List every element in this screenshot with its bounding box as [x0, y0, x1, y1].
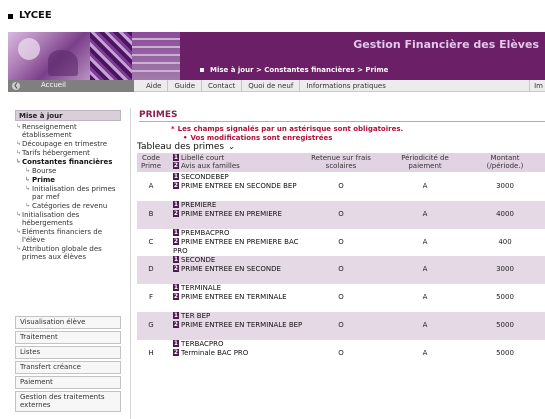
- sidebar: [15, 110, 121, 419]
- number-1-icon: 1: [173, 173, 179, 180]
- col-libelle-court: Libellé court: [181, 154, 225, 162]
- site-name: LYCEE: [19, 10, 52, 21]
- back-arrow-icon: ❮: [13, 82, 19, 89]
- col-montant: Montant (/période.): [486, 154, 524, 170]
- prime-long-label: PRIME ENTREE EN SECONDE: [181, 265, 281, 273]
- prime-short-line: [173, 340, 308, 349]
- prime-long-label: PRIME ENTREE EN TERMINALE BEP: [181, 321, 303, 329]
- prime-libelle: [173, 284, 308, 302]
- arrow-icon: ↳: [25, 176, 31, 183]
- main-content: [130, 108, 545, 419]
- prime-retenue: O: [338, 321, 344, 329]
- prime-retenue: O: [338, 293, 344, 301]
- prime-code: B: [148, 210, 154, 218]
- prime-short-line: [173, 284, 308, 293]
- sidebar-item-label: Initialisation des hébergements: [22, 211, 80, 227]
- prime-retenue: O: [338, 182, 344, 190]
- prime-short-label: SECONDEBEP: [181, 173, 229, 181]
- prime-short-line: [173, 256, 308, 265]
- title-divider: [139, 121, 545, 122]
- table-title-text: Tableau des primes: [137, 142, 225, 152]
- col-code: Code Prime: [140, 154, 162, 170]
- sidebar-item-label: Tarifs hébergement: [22, 149, 90, 157]
- prime-short-line: [173, 229, 308, 238]
- prime-long-line: [173, 265, 308, 274]
- header-banner: [8, 32, 545, 80]
- saved-note: [183, 134, 332, 142]
- number-2-icon: 2: [173, 238, 179, 245]
- prime-code: H: [148, 349, 154, 357]
- banner-pattern-image: [90, 32, 132, 80]
- banner-photo: [8, 32, 90, 80]
- prime-retenue: O: [338, 238, 344, 246]
- prime-long-label: PRIME ENTREE EN PREMIERE: [181, 210, 282, 218]
- col-libelle: [173, 154, 240, 170]
- nav-item[interactable]: Contact: [201, 80, 241, 92]
- prime-libelle: [173, 229, 308, 256]
- table-row[interactable]: [137, 312, 545, 340]
- prime-short-label: TERBACPRO: [181, 340, 224, 348]
- prime-short-line: [173, 201, 308, 210]
- required-fields-note: [171, 125, 403, 133]
- number-1-icon: 1: [173, 229, 179, 236]
- prime-libelle: [173, 312, 308, 330]
- col-periodicite: Périodicité de paiement: [401, 154, 449, 170]
- prime-long-label: PRIME ENTREE EN PREMIERE BAC PRO: [173, 238, 299, 255]
- sidebar-section-button[interactable]: Paiement: [15, 376, 121, 389]
- sidebar-item[interactable]: [15, 202, 121, 210]
- arrow-icon: ↳: [16, 211, 22, 218]
- prime-long-line: [173, 210, 308, 219]
- prime-montant: 5000: [496, 349, 514, 357]
- sidebar-item[interactable]: [15, 167, 121, 175]
- prime-periodicite: A: [422, 265, 428, 273]
- prime-libelle: [173, 256, 308, 274]
- prime-periodicite: A: [422, 293, 428, 301]
- prime-short-label: TER BEP: [181, 312, 211, 320]
- square-bullet-icon: [8, 14, 13, 19]
- bullet-icon: •: [183, 134, 188, 142]
- nav-item[interactable]: Informations pratiques: [299, 80, 392, 92]
- arrow-icon: ↳: [16, 158, 22, 165]
- prime-code: F: [148, 293, 154, 301]
- prime-long-line: [173, 321, 308, 330]
- prime-short-label: TERMINALE: [181, 284, 222, 292]
- sidebar-section-button[interactable]: Gestion des traitements externes: [15, 391, 121, 412]
- number-1-icon: 1: [173, 340, 179, 347]
- prime-montant: 400: [498, 238, 512, 246]
- arrow-icon: ↳: [16, 245, 22, 252]
- sidebar-section-button[interactable]: Traitement: [15, 331, 121, 344]
- chevron-down-icon[interactable]: ⌄: [228, 142, 235, 151]
- table-row[interactable]: [137, 229, 545, 257]
- table-row[interactable]: [137, 201, 545, 229]
- sidebar-item[interactable]: [15, 245, 121, 261]
- prime-montant: 3000: [496, 182, 514, 190]
- nav-item[interactable]: Quoi de neuf: [241, 80, 299, 92]
- prime-montant: 5000: [496, 293, 514, 301]
- sidebar-item-label: Bourse: [32, 167, 57, 175]
- home-label: Accueil: [41, 81, 66, 89]
- prime-libelle: [173, 201, 308, 219]
- prime-short-line: [173, 312, 308, 321]
- number-2-icon: 2: [173, 182, 179, 189]
- sidebar-item[interactable]: [15, 228, 121, 244]
- number-1-icon: 1: [173, 154, 179, 161]
- sidebar-item[interactable]: [15, 149, 121, 157]
- prime-long-line: [173, 349, 308, 358]
- prime-long-label: Terminale BAC PRO: [181, 349, 249, 357]
- table-header: [137, 153, 545, 172]
- table-row[interactable]: [137, 284, 545, 312]
- sidebar-item[interactable]: [15, 185, 121, 201]
- number-1-icon: 1: [173, 284, 179, 291]
- number-2-icon: 2: [173, 210, 179, 217]
- prime-libelle: [173, 173, 308, 191]
- prime-short-label: PREMIERE: [181, 201, 217, 209]
- prime-montant: 4000: [496, 210, 514, 218]
- col-retenue: Retenue sur frais scolaires: [311, 154, 371, 170]
- prime-retenue: O: [338, 210, 344, 218]
- sidebar-heading[interactable]: Mise à jour: [15, 110, 121, 121]
- number-1-icon: 1: [173, 312, 179, 319]
- prime-montant: 5000: [496, 321, 514, 329]
- arrow-icon: ↳: [25, 202, 31, 209]
- prime-periodicite: A: [422, 349, 428, 357]
- sidebar-sections: [15, 316, 121, 414]
- prime-periodicite: A: [422, 182, 428, 190]
- sidebar-item[interactable]: [15, 140, 121, 148]
- required-fields-text: Les champs signalés par un astérisque sont obligatoires.: [177, 125, 404, 133]
- prime-code: D: [148, 265, 154, 273]
- saved-text: Vos modifications sont enregistrées: [190, 134, 333, 142]
- prime-libelle: [173, 340, 308, 358]
- table-row[interactable]: [137, 173, 545, 201]
- arrow-icon: ↳: [16, 140, 22, 147]
- top-nav: [8, 80, 545, 92]
- sidebar-item[interactable]: [15, 211, 121, 227]
- nav-item[interactable]: Aide: [146, 82, 162, 90]
- arrow-icon: ↳: [16, 123, 22, 130]
- prime-code: C: [148, 238, 154, 246]
- number-2-icon: 2: [173, 162, 179, 169]
- sidebar-item-label: Constantes financières: [22, 158, 113, 166]
- prime-short-label: PREMBACPRO: [181, 229, 230, 237]
- number-2-icon: 2: [173, 293, 179, 300]
- sidebar-item[interactable]: [15, 123, 121, 139]
- sidebar-item-label: Initialisation des primes par mef: [32, 185, 116, 201]
- sidebar-section-button[interactable]: Transfert créance: [15, 361, 121, 374]
- number-1-icon: 1: [173, 201, 179, 208]
- prime-code: G: [148, 321, 154, 329]
- table-row[interactable]: [137, 256, 545, 284]
- number-2-icon: 2: [173, 265, 179, 272]
- sidebar-item[interactable]: [15, 176, 121, 184]
- prime-retenue: O: [338, 349, 344, 357]
- page-title: PRIMES: [139, 110, 178, 120]
- number-2-icon: 2: [173, 321, 179, 328]
- breadcrumb-bullet-icon: [200, 68, 204, 72]
- prime-short-label: SECONDE: [181, 256, 216, 264]
- prime-montant: 3000: [496, 265, 514, 273]
- sidebar-item-label: Renseignement établissement: [22, 123, 77, 139]
- top-bar: [0, 0, 545, 32]
- prime-periodicite: A: [422, 238, 428, 246]
- table-title[interactable]: [137, 142, 235, 152]
- home-button[interactable]: [8, 80, 134, 92]
- app-title: Gestion Financière des Elèves: [353, 38, 539, 51]
- table-row[interactable]: [137, 340, 545, 368]
- sidebar-item-label: Catégories de revenu: [32, 202, 108, 210]
- asterisk-icon: *: [171, 125, 175, 133]
- number-2-icon: 2: [173, 349, 179, 356]
- prime-long-label: PRIME ENTREE EN SECONDE BEP: [181, 182, 297, 190]
- prime-code: A: [148, 182, 154, 190]
- prime-short-line: [173, 173, 308, 182]
- arrow-icon: ↳: [25, 167, 31, 174]
- arrow-icon: ↳: [25, 185, 31, 192]
- sidebar-tree: [15, 123, 121, 261]
- sidebar-item-label: Attribution globale des primes aux élèves: [22, 245, 102, 261]
- nav-menu: [140, 80, 392, 92]
- breadcrumb: [200, 66, 388, 74]
- prime-periodicite: A: [422, 321, 428, 329]
- prime-long-line: [173, 293, 308, 302]
- col-avis: Avis aux familles: [181, 162, 240, 170]
- sidebar-item[interactable]: [15, 158, 121, 166]
- banner-stripes: [132, 32, 180, 80]
- arrow-icon: ↳: [16, 228, 22, 235]
- prime-retenue: O: [338, 265, 344, 273]
- sidebar-item-label: Prime: [32, 176, 56, 184]
- arrow-icon: ↳: [16, 149, 22, 156]
- breadcrumb-text[interactable]: Mise à jour > Constantes financières > Prime: [210, 66, 389, 74]
- prime-periodicite: A: [422, 210, 428, 218]
- prime-long-line: [173, 238, 308, 256]
- sidebar-section-button[interactable]: Listes: [15, 346, 121, 359]
- nav-item[interactable]: Guide: [167, 80, 201, 92]
- prime-long-line: [173, 182, 308, 191]
- sidebar-section-button[interactable]: Visualisation élève: [15, 316, 121, 329]
- number-1-icon: 1: [173, 256, 179, 263]
- sidebar-item-label: Découpage en trimestre: [22, 140, 108, 148]
- nav-item-truncated[interactable]: Im: [529, 80, 545, 92]
- sidebar-item-label: Eléments financiers de l'élève: [22, 228, 103, 244]
- prime-long-label: PRIME ENTREE EN TERMINALE: [181, 293, 287, 301]
